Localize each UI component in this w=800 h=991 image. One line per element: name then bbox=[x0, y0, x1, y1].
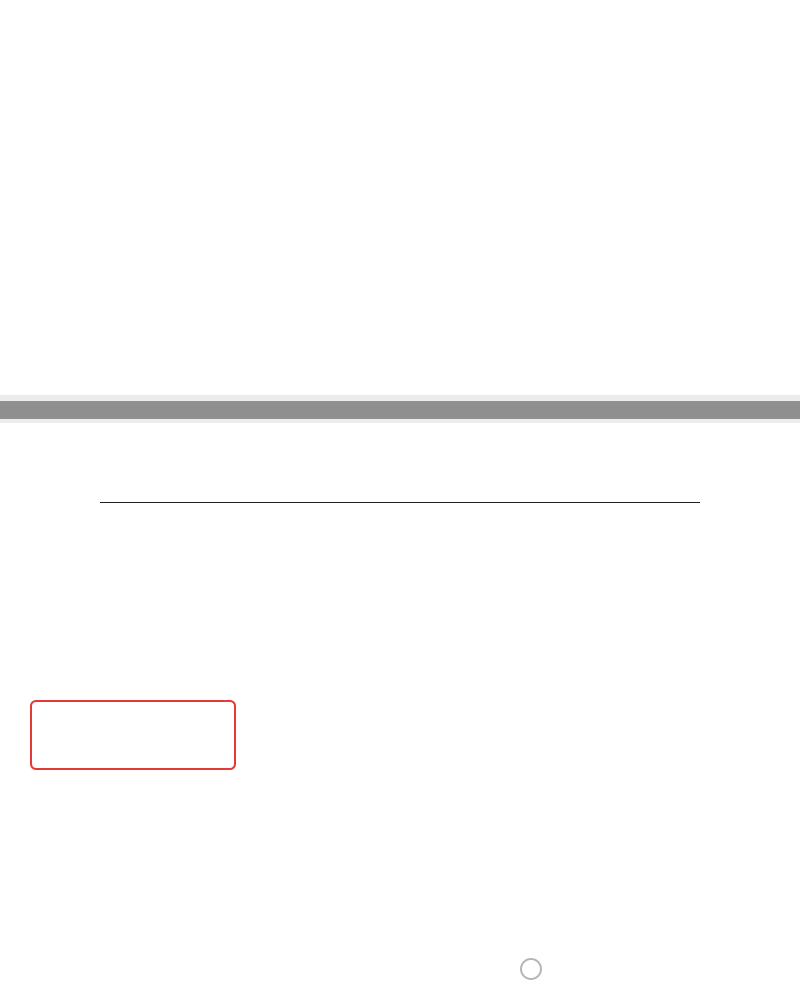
page-separator-bar bbox=[0, 401, 800, 419]
watermark bbox=[520, 955, 546, 980]
snowball-logo-icon bbox=[520, 958, 542, 980]
report-page-19 bbox=[0, 0, 800, 395]
report-header-rule bbox=[100, 502, 700, 503]
highlight-annotation-box bbox=[30, 700, 236, 770]
page-separator bbox=[0, 395, 800, 423]
